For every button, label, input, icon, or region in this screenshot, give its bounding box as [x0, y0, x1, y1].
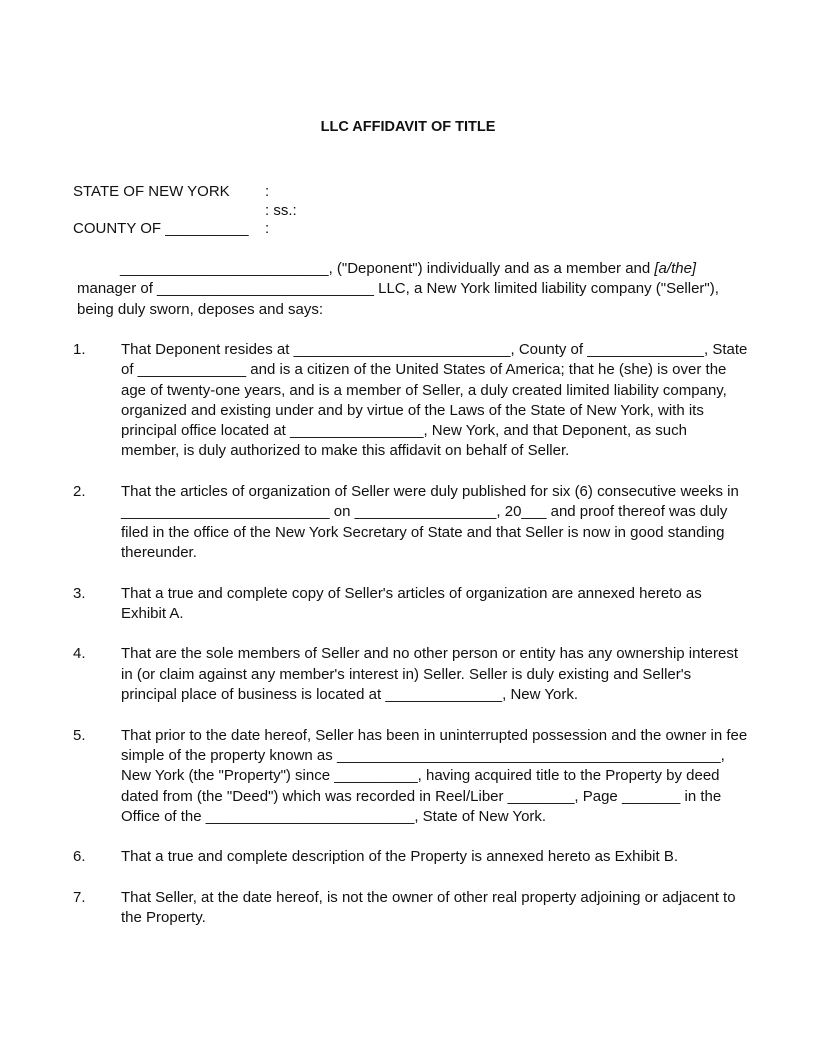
paragraph-5 — [73, 726, 748, 827]
paragraph-text: That prior to the date hereof, Seller has been in uninterrupted possession and the owner in fee simple of the property known as ______________________________________________, New York (the "Property") since __________, having acquired title to the Property by deed dated from (the "Deed") which was recorded in Reel/Liber ________, Page _______ in the Office of the _________________________, State of New York. — [121, 726, 748, 825]
llc-name-blank: __________________________ — [157, 280, 374, 298]
document-title: LLC AFFIDAVIT OF TITLE — [320, 119, 496, 135]
paragraph-text: That Deponent resides at __________________________, County of ______________, State of _____________ and is a citizen of the United States of America; that he (she) is over the age of twenty-one years, and is a member of Seller, a duly created limited liability company, organized and existing under and by virtue of the Laws of the State of New York, with its principal office located at ________________, New York, and that Deponent, as such member, is duly authorized to make this affidavit on behalf of Seller. — [121, 341, 748, 460]
intro-text-3: LLC, a New York limited liability company ("Seller"), being duly sworn, deposes and says: — [77, 280, 719, 318]
paragraph-number: 1. — [73, 341, 86, 358]
deponent-name-blank: _________________________ — [120, 260, 329, 277]
paragraph-number: 5. — [73, 726, 86, 744]
paragraph-number: 3. — [73, 584, 86, 602]
state-label: STATE OF NEW YORK — [73, 183, 230, 200]
paragraph-number: 6. — [73, 848, 86, 866]
paragraph-4 — [73, 644, 748, 705]
paragraph-2 — [73, 482, 748, 563]
paragraph-number: 7. — [73, 889, 86, 907]
paragraph-number: 2. — [73, 483, 86, 501]
paragraph-text: That a true and complete description of the Property is annexed hereto as Exhibit B. — [121, 848, 678, 866]
paragraph-7 — [73, 888, 748, 929]
county-label: COUNTY OF __________ — [73, 220, 249, 237]
paragraph-3 — [73, 584, 748, 625]
intro-text-1: , ("Deponent") individually and as a member and — [328, 260, 655, 277]
paragraph-text: That are the sole members of Seller and no other person or entity has any ownership interest in (or claim against any member's interest in) Seller. Seller is duly existing and Seller's principal place of business is located at ______________, New York. — [121, 645, 738, 704]
paragraph-6 — [73, 847, 748, 867]
intro-italic-option: [a/the] — [654, 260, 697, 277]
paragraph-1 — [73, 340, 748, 462]
state-colon: : — [265, 183, 270, 200]
intro-paragraph — [77, 259, 747, 320]
paragraph-text: That Seller, at the date hereof, is not the owner of other real property adjoining or adjacent to the Property. — [121, 889, 736, 927]
ss-label: : ss.: — [265, 201, 297, 219]
paragraph-text: That a true and complete copy of Seller's articles of organization are annexed hereto as Exhibit A. — [121, 584, 702, 622]
state-row — [73, 183, 270, 202]
county-row — [73, 220, 270, 239]
intro-text-2: manager of — [77, 280, 158, 298]
paragraph-number: 4. — [73, 645, 86, 663]
county-colon: : — [265, 220, 270, 237]
venue-caption — [73, 183, 297, 239]
numbered-paragraphs — [73, 340, 748, 949]
ss-row — [73, 201, 297, 221]
paragraph-text: That the articles of organization of Seller were duly published for six (6) consecutive weeks in _________________________ on _________________, 20___ and proof thereof was duly filed in the office of the New York Secretary of State and that Seller is now in good standing thereunder. — [121, 483, 739, 561]
